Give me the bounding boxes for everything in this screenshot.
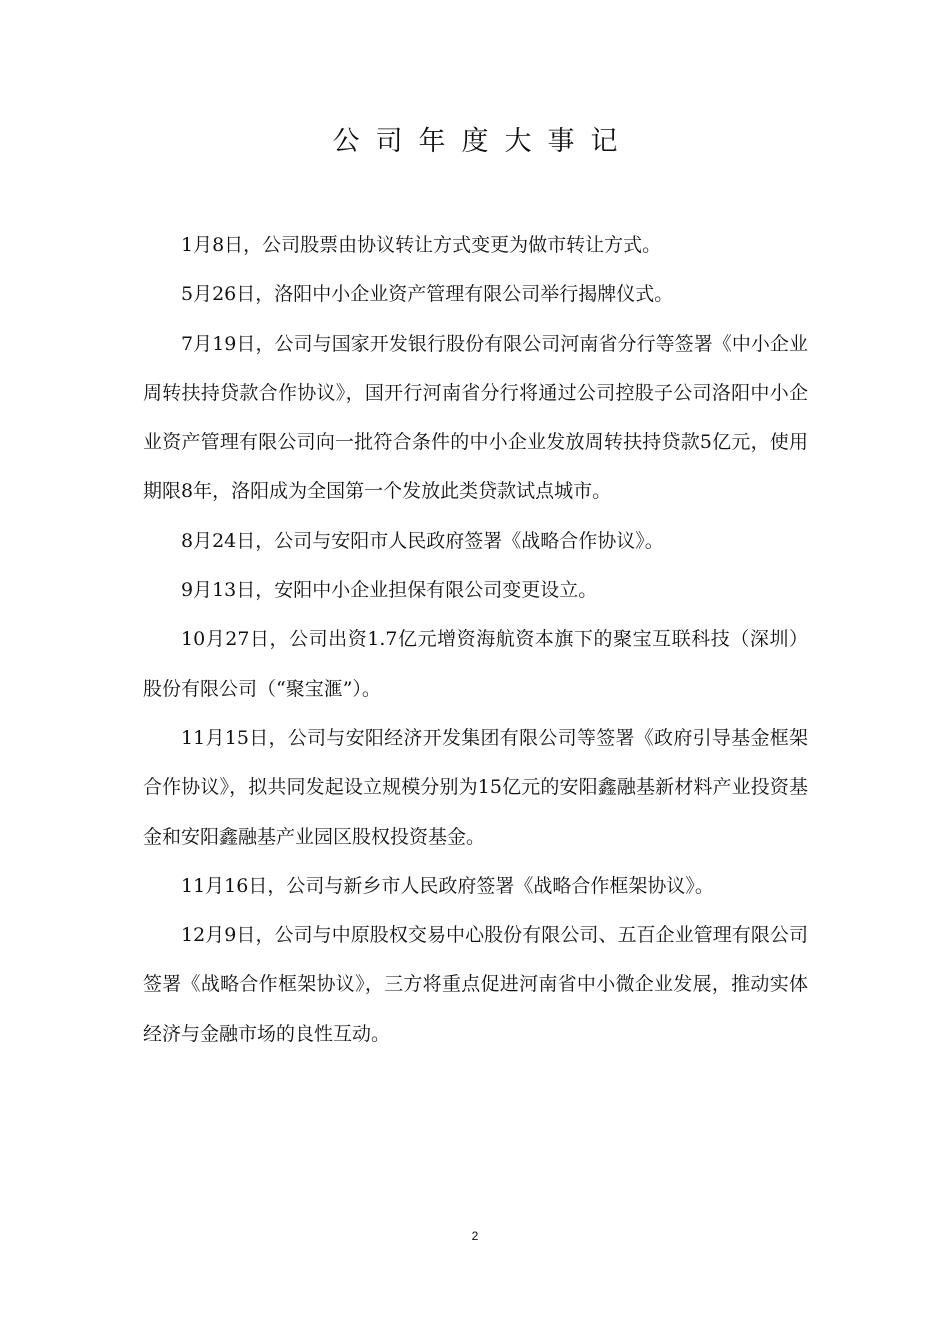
event-entry: 7月19日，公司与国家开发银行股份有限公司河南省分行等签署《中小企业周转扶持贷款合作协议》，国开行河南省分行将通过公司控股子公司洛阳中小企业资产管理有限公司向一批符合条件的中小企业发放周转扶持贷款5亿元，使用期限8年，洛阳成为全国第一个发放此类贷款试点城市。 xyxy=(143,332,808,503)
event-entry: 12月9日，公司与中原股权交易中心股份有限公司、五百企业管理有限公司签署《战略合作框架协议》，三方将重点促进河南省中小微企业发展，推动实体经济与金融市场的良性互动。 xyxy=(143,924,808,1045)
events-list xyxy=(143,221,808,1059)
event-entry: 5月26日，洛阳中小企业资产管理有限公司举行揭牌仪式。 xyxy=(181,283,674,306)
event-entry: 10月27日，公司出资1.7亿元增资海航资本旗下的聚宝互联科技（深圳）股份有限公司（“聚宝滙”）。 xyxy=(143,628,808,700)
event-entry: 11月15日，公司与安阳经济开发集团有限公司等签署《政府引导基金框架合作协议》，拟共同发起设立规模分别为15亿元的安阳鑫融基新材料产业投资基金和安阳鑫融基产业园区股权投资基金。 xyxy=(143,726,808,848)
event-entry: 9月13日，安阳中小企业担保有限公司变更设立。 xyxy=(181,579,598,602)
page-number: 2 xyxy=(471,1229,479,1243)
event-entry: 8月24日，公司与安阳市人民政府签署《战略合作协议》。 xyxy=(181,529,664,552)
event-entry: 11月16日，公司与新乡市人民政府签署《战略合作框架协议》。 xyxy=(181,874,714,897)
event-entry: 1月8日，公司股票由协议转让方式变更为做市转让方式。 xyxy=(181,234,662,256)
page-title: 公司年度大事记 xyxy=(332,126,634,157)
